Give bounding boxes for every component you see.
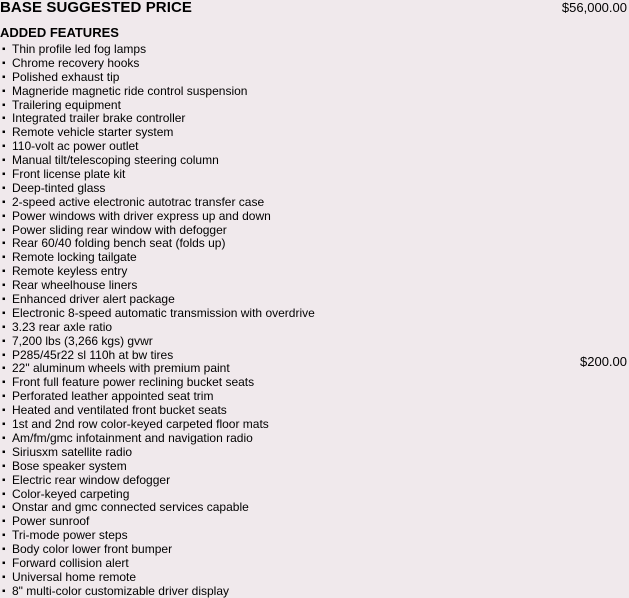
feature-item <box>0 126 629 140</box>
bullet-icon: ▪ <box>2 266 6 278</box>
feature-text: Chrome recovery hooks <box>12 55 140 70</box>
feature-text: Remote keyless entry <box>12 264 128 279</box>
feature-text: Bose speaker system <box>12 458 127 473</box>
feature-text: Electric rear window defogger <box>12 472 171 487</box>
feature-text: Power windows with driver express up and down <box>12 208 271 223</box>
feature-text: Deep-tinted glass <box>12 180 106 195</box>
bullet-icon: ▪ <box>2 113 6 125</box>
feature-item <box>0 543 629 557</box>
feature-text: Manual tilt/telescoping steering column <box>12 153 219 168</box>
feature-text: 3.23 rear axle ratio <box>12 319 113 334</box>
feature-item <box>0 154 629 168</box>
bullet-icon: ▪ <box>2 432 6 444</box>
feature-item <box>0 265 629 279</box>
bullet-icon: ▪ <box>2 571 6 583</box>
feature-price: $200.00 <box>580 354 627 370</box>
feature-text: Perforated leather appointed seat trim <box>12 389 214 404</box>
bullet-icon: ▪ <box>2 238 6 250</box>
bullet-icon: ▪ <box>2 363 6 375</box>
bullet-icon: ▪ <box>2 85 6 97</box>
feature-text: Magneride magnetic ride control suspension <box>12 83 248 98</box>
feature-item <box>0 571 629 585</box>
feature-text: Heated and ventilated front bucket seats <box>12 403 227 418</box>
bullet-icon: ▪ <box>2 585 6 597</box>
bullet-icon: ▪ <box>2 280 6 292</box>
feature-item <box>0 71 629 85</box>
bullet-icon: ▪ <box>2 169 6 181</box>
bullet-icon: ▪ <box>2 252 6 264</box>
feature-text: Siriusxm satellite radio <box>12 444 133 459</box>
feature-item <box>0 210 629 224</box>
bullet-icon: ▪ <box>2 488 6 500</box>
feature-item <box>0 237 629 251</box>
bullet-icon: ▪ <box>2 405 6 417</box>
bullet-icon: ▪ <box>2 57 6 69</box>
feature-text: Integrated trailer brake controller <box>12 111 186 126</box>
feature-text: Trailering equipment <box>12 97 121 112</box>
feature-text: Front full feature power reclining bucket seats <box>12 375 255 390</box>
base-price-row <box>0 0 629 18</box>
feature-item <box>0 182 629 196</box>
feature-item <box>0 501 629 515</box>
bullet-icon: ▪ <box>2 307 6 319</box>
feature-item <box>0 57 629 71</box>
added-features-list <box>0 43 629 598</box>
bullet-icon: ▪ <box>2 210 6 222</box>
feature-text: 110-volt ac power outlet <box>12 139 139 154</box>
feature-item <box>0 474 629 488</box>
feature-text: 7,200 lbs (3,266 kgs) gvwr <box>12 333 153 348</box>
feature-item <box>0 349 629 363</box>
feature-item <box>0 168 629 182</box>
feature-item <box>0 404 629 418</box>
bullet-icon: ▪ <box>2 155 6 167</box>
bullet-icon: ▪ <box>2 71 6 83</box>
feature-text: Thin profile led fog lamps <box>12 42 147 56</box>
bullet-icon: ▪ <box>2 502 6 514</box>
bullet-icon: ▪ <box>2 446 6 458</box>
feature-item <box>0 418 629 432</box>
base-price-value: $56,000.00 <box>561 0 627 15</box>
feature-text: 1st and 2nd row color-keyed carpeted floor mats <box>12 417 269 432</box>
feature-text: Rear wheelhouse liners <box>12 278 138 293</box>
feature-item <box>0 460 629 474</box>
feature-item <box>0 515 629 529</box>
bullet-icon: ▪ <box>2 516 6 528</box>
feature-item <box>0 224 629 238</box>
feature-text: 2-speed active electronic autotrac transfer case <box>12 194 265 209</box>
feature-item <box>0 293 629 307</box>
feature-text: Polished exhaust tip <box>12 69 120 84</box>
feature-text: Body color lower front bumper <box>12 542 173 557</box>
bullet-icon: ▪ <box>2 182 6 194</box>
bullet-icon: ▪ <box>2 419 6 431</box>
feature-item <box>0 557 629 571</box>
feature-item <box>0 321 629 335</box>
feature-item <box>0 140 629 154</box>
feature-item <box>0 112 629 126</box>
feature-text: Enhanced driver alert package <box>12 292 175 307</box>
feature-text: 22" aluminum wheels with premium paint <box>12 361 230 376</box>
base-price-label: BASE SUGGESTED PRICE <box>0 0 193 16</box>
feature-item <box>0 376 629 390</box>
bullet-icon: ▪ <box>2 544 6 556</box>
feature-text: Front license plate kit <box>12 167 126 182</box>
feature-item <box>0 85 629 99</box>
feature-item <box>0 251 629 265</box>
bullet-icon: ▪ <box>2 224 6 236</box>
feature-text: Remote vehicle starter system <box>12 125 174 140</box>
bullet-icon: ▪ <box>2 349 6 361</box>
bullet-icon: ▪ <box>2 335 6 347</box>
feature-text: Universal home remote <box>12 569 137 584</box>
feature-item <box>0 529 629 543</box>
feature-item <box>0 335 629 349</box>
feature-item <box>0 307 629 321</box>
feature-item <box>0 279 629 293</box>
feature-item <box>0 43 629 57</box>
feature-item <box>0 488 629 502</box>
bullet-icon: ▪ <box>2 391 6 403</box>
feature-item <box>0 432 629 446</box>
bullet-icon: ▪ <box>2 196 6 208</box>
feature-item <box>0 196 629 210</box>
bullet-icon: ▪ <box>2 294 6 306</box>
added-features-heading: ADDED FEATURES <box>0 25 119 40</box>
feature-text: Electronic 8-speed automatic transmission with overdrive <box>12 305 315 320</box>
feature-text: Onstar and gmc connected services capable <box>12 500 249 515</box>
feature-item <box>0 585 629 598</box>
bullet-icon: ▪ <box>2 141 6 153</box>
bullet-icon: ▪ <box>2 530 6 542</box>
bullet-icon: ▪ <box>2 44 6 55</box>
feature-text: Forward collision alert <box>12 555 129 570</box>
bullet-icon: ▪ <box>2 460 6 472</box>
feature-item <box>0 99 629 113</box>
feature-text: P285/45r22 sl 110h at bw tires <box>12 347 174 362</box>
feature-item <box>0 390 629 404</box>
feature-text: Remote locking tailgate <box>12 250 137 265</box>
feature-item <box>0 446 629 460</box>
feature-text: Power sliding rear window with defogger <box>12 222 227 237</box>
bullet-icon: ▪ <box>2 99 6 111</box>
feature-text: Tri-mode power steps <box>12 528 128 543</box>
feature-text: Color-keyed carpeting <box>12 486 130 501</box>
bullet-icon: ▪ <box>2 321 6 333</box>
feature-text: Am/fm/gmc infotainment and navigation radio <box>12 430 253 445</box>
bullet-icon: ▪ <box>2 377 6 389</box>
feature-text: Power sunroof <box>12 514 90 529</box>
feature-text: 8" multi-color customizable driver display <box>12 583 230 598</box>
bullet-icon: ▪ <box>2 127 6 139</box>
bullet-icon: ▪ <box>2 474 6 486</box>
feature-text: Rear 60/40 folding bench seat (folds up) <box>12 236 226 251</box>
bullet-icon: ▪ <box>2 557 6 569</box>
